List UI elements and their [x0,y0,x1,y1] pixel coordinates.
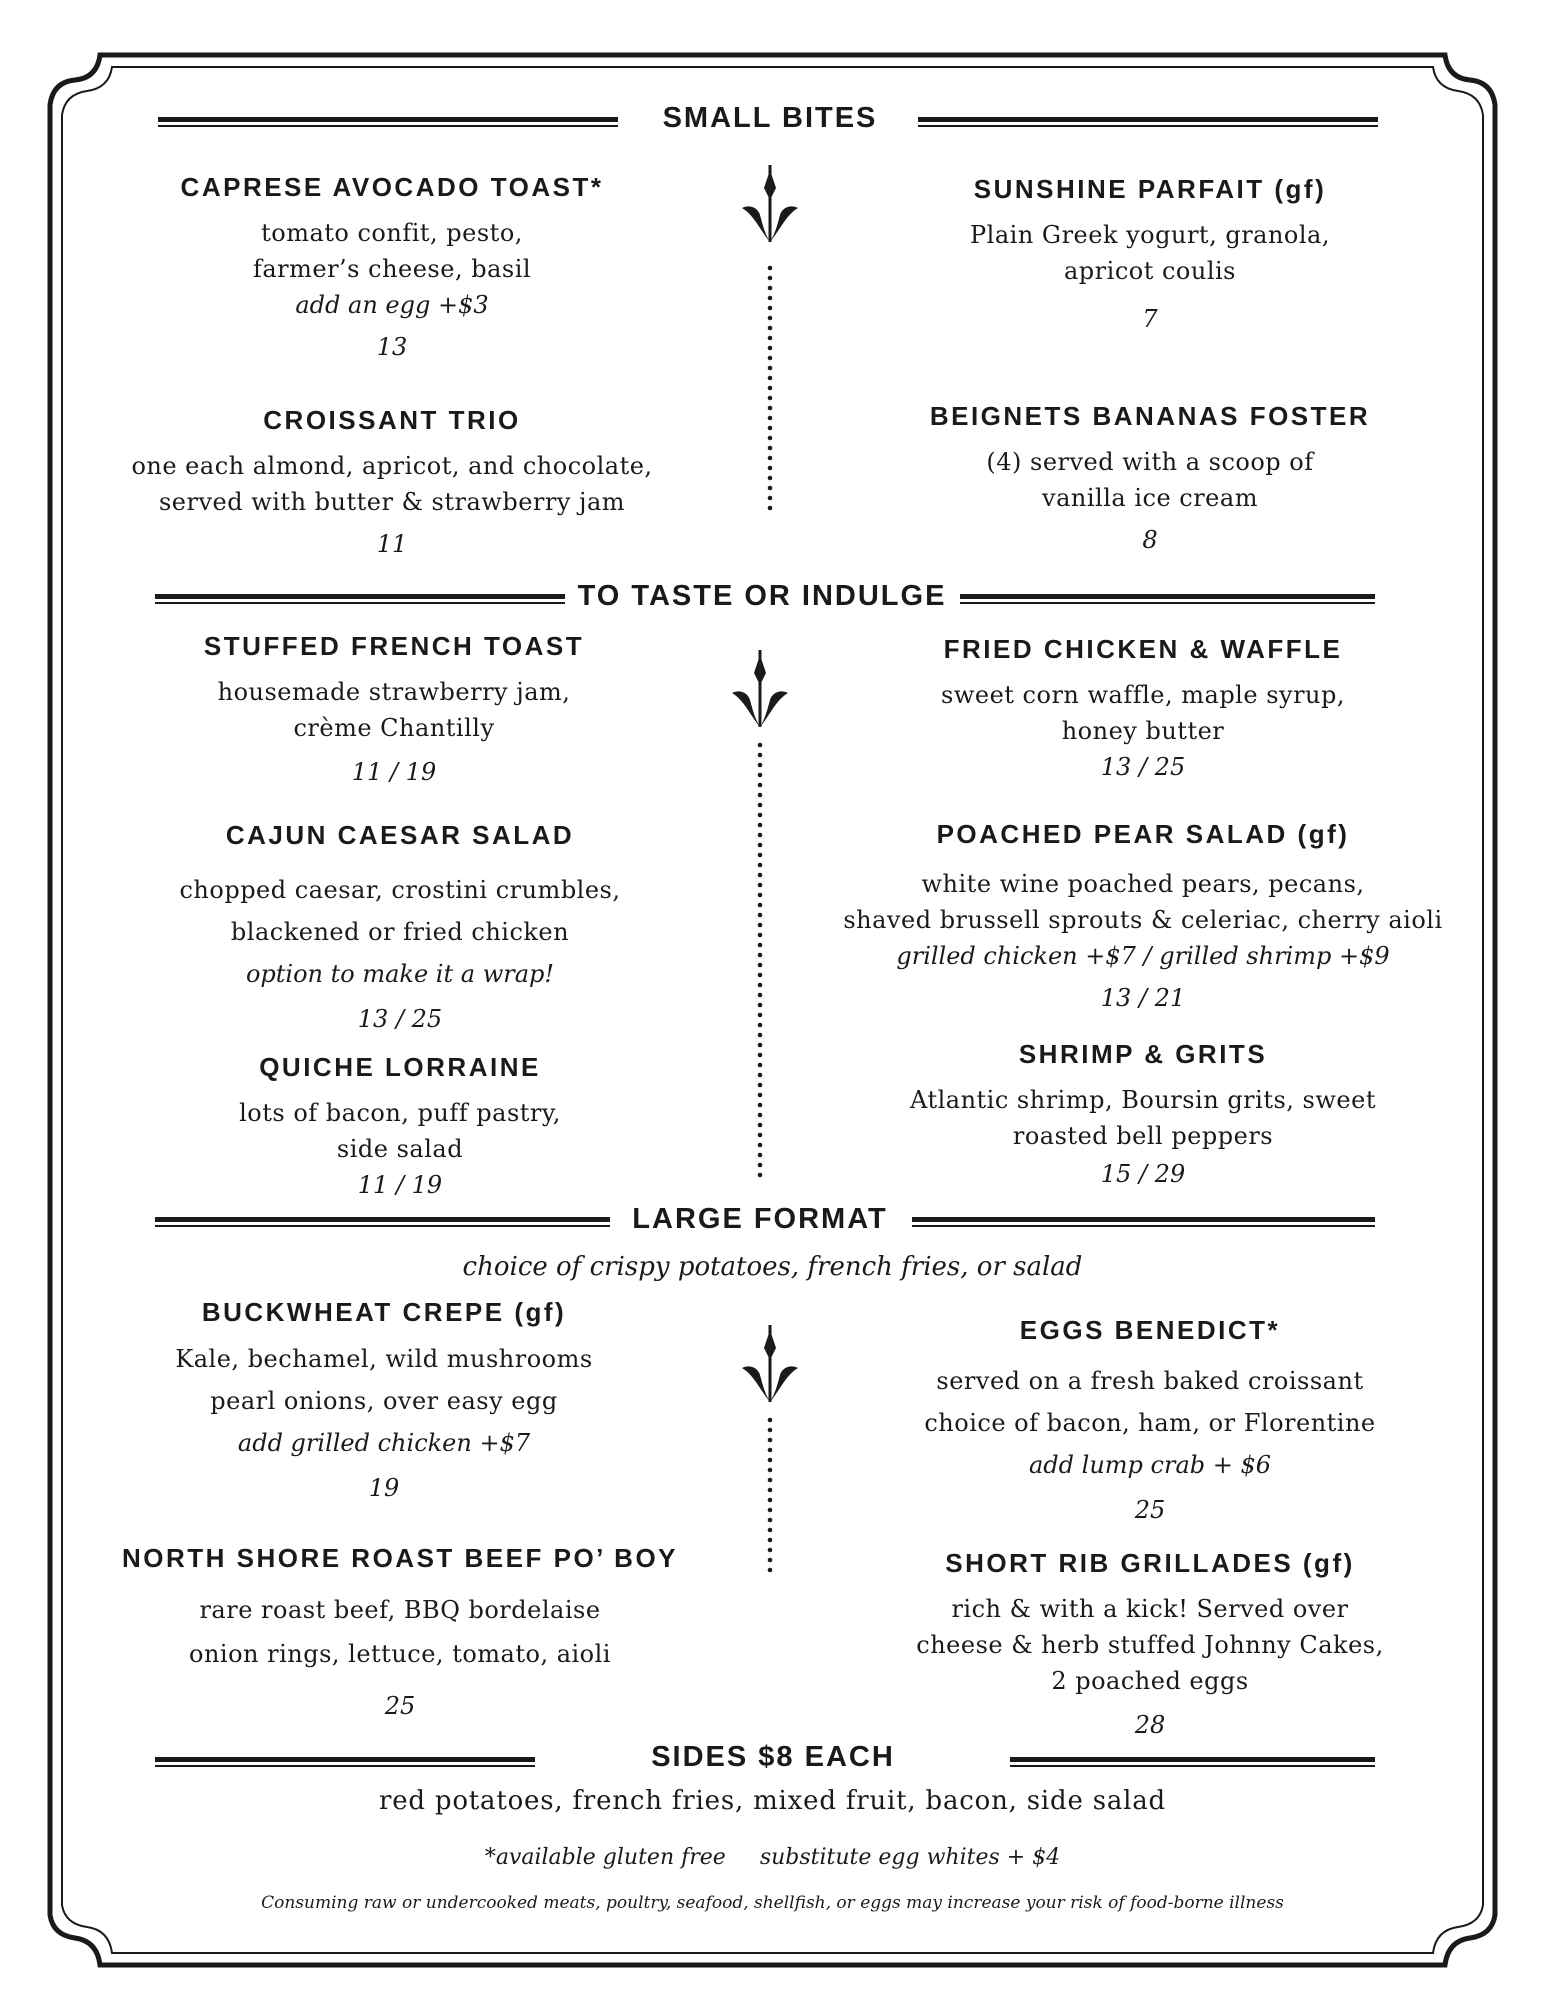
item-note: add an egg +$3 [295,291,489,319]
section-title-taste-or-indulge: TO TASTE OR INDULGE [577,580,947,612]
menu-item-quiche-lorraine [239,1052,561,1199]
dot [758,763,763,768]
item-desc-line: honey butter [1061,717,1225,745]
item-desc-line: rich & with a kick! Served over [951,1595,1349,1623]
item-desc-line: housemade strawberry jam, [217,678,571,706]
dot [758,933,763,938]
item-price: 28 [1134,1711,1166,1739]
item-name: STUFFED FRENCH TOAST [203,631,585,661]
menu-item-sunshine-parfait [970,174,1330,333]
menu-item-caprese-avocado-toast [181,172,604,361]
dot [758,1043,763,1048]
sides-list: red potatoes, french fries, mixed fruit, bacon, side salad [378,1786,1167,1816]
item-desc-line: Plain Greek yogurt, granola, [970,221,1330,249]
item-desc-line: Kale, bechamel, wild mushrooms [175,1345,593,1373]
menu-item-fried-chicken-waffle [941,634,1345,781]
item-desc-line: cheese & herb stuffed Johnny Cakes, [916,1631,1384,1659]
section-title-large-format: LARGE FORMAT [632,1203,888,1235]
item-desc-line: choice of bacon, ham, or Florentine [924,1409,1376,1437]
dot [758,953,763,958]
item-desc-line: (4) served with a scoop of [986,448,1314,476]
dot [768,1488,773,1493]
dot [758,883,763,888]
dot [758,1023,763,1028]
item-desc-line: vanilla ice cream [1042,484,1258,512]
item-desc-line: served with butter & strawberry jam [158,488,626,516]
dot [768,1518,773,1523]
item-name: QUICHE LORRAINE [259,1052,541,1082]
dot [758,1133,763,1138]
item-price: 13 [376,333,408,361]
dot [758,813,763,818]
item-name: POACHED PEAR SALAD (gf) [936,819,1350,849]
item-note: option to make it a wrap! [245,960,555,988]
dot [758,1163,763,1168]
large-format-subtitle: choice of crispy potatoes, french fries, or salad [462,1252,1083,1282]
dot [758,873,763,878]
item-name: EGGS BENEDICT* [1019,1315,1281,1345]
item-name: NORTH SHORE ROAST BEEF PO’ BOY [121,1543,679,1573]
menu-item-cajun-caesar-salad [179,820,620,1033]
dot [758,1153,763,1158]
dot [758,913,763,918]
menu-item-buckwheat-crepe [175,1297,592,1502]
item-desc-line: Atlantic shrimp, Boursin grits, sweet [910,1086,1376,1114]
menu-item-north-shore-po-boy [122,1543,678,1720]
dot [758,1143,763,1148]
fleur-ornament-icon [720,645,800,1190]
dot [758,773,763,778]
dot [758,863,763,868]
fleur-ornament-icon [730,160,810,525]
item-desc-line: blackened or fried chicken [230,918,570,946]
dot [768,1458,773,1463]
menu-item-short-rib-grillades [916,1548,1383,1739]
item-desc-line: rare roast beef, BBQ bordelaise [199,1596,601,1624]
item-desc-line: crème Chantilly [293,714,495,742]
dot [758,1103,763,1108]
section-rule-right [960,594,1375,604]
section-rule-left [155,1757,535,1767]
item-desc-line: onion rings, lettuce, tomato, aioli [189,1640,611,1668]
menu-item-croissant-trio [131,405,652,558]
menu-item-poached-pear-salad [843,819,1442,1012]
dot [758,943,763,948]
item-desc-line: tomato confit, pesto, [261,219,523,247]
dot [768,1468,773,1473]
dot [768,1438,773,1443]
item-desc-line: shaved brussell sprouts & celeriac, cherry aioli [843,906,1443,934]
footer-notes [485,1845,1060,1870]
item-desc-line: 2 poached eggs [1051,1667,1249,1695]
item-name: FRIED CHICKEN & WAFFLE [943,634,1343,664]
item-note: add grilled chicken +$7 [237,1429,531,1457]
dot [758,1003,763,1008]
dot [768,1548,773,1553]
dot [758,1033,763,1038]
dot [768,1448,773,1453]
item-name: BEIGNETS BANANAS FOSTER [929,401,1371,431]
item-price: 11 / 19 [351,758,437,786]
item-desc-line: roasted bell peppers [1012,1122,1274,1150]
item-price: 15 / 29 [1100,1160,1186,1188]
item-desc-line: farmer’s cheese, basil [252,255,532,283]
dot [758,843,763,848]
item-price: 11 / 19 [357,1171,443,1199]
dot [758,1093,763,1098]
item-name: SHORT RIB GRILLADES (gf) [945,1548,1355,1578]
dot [768,1528,773,1533]
item-desc-line: chopped caesar, crostini crumbles, [179,876,621,904]
item-name: SHRIMP & GRITS [1018,1039,1268,1069]
section-rule-left [155,1217,610,1227]
dot [758,983,763,988]
menu-item-shrimp-grits [910,1039,1376,1188]
food-safety-warning: Consuming raw or undercooked meats, poultry, seafood, shellfish, or eggs may increase your risk of food-borne illness [261,1893,1284,1913]
dotted-line [768,266,773,511]
item-price: 11 [376,530,408,558]
dot [768,1508,773,1513]
gluten-free-note: *available gluten free [484,1845,726,1870]
item-price: 8 [1142,526,1158,554]
dotted-line [758,743,763,1178]
item-note: grilled chicken +$7 / grilled shrimp +$9 [896,942,1390,970]
dot [758,1123,763,1128]
dot [758,803,763,808]
item-price: 25 [1134,1496,1166,1524]
dot [758,1013,763,1018]
dot [758,823,763,828]
item-price: 7 [1142,305,1158,333]
item-price: 13 / 25 [1100,753,1186,781]
dot [758,753,763,758]
section-rule-right [912,1217,1375,1227]
item-price: 13 / 25 [357,1005,443,1033]
item-desc-line: white wine poached pears, pecans, [921,870,1365,898]
dot [758,783,763,788]
dot [768,1428,773,1433]
section-rule-left [155,594,565,604]
dot [768,1558,773,1563]
dot [758,903,763,908]
item-price: 25 [384,1692,416,1720]
dot [758,1073,763,1078]
dot [758,893,763,898]
item-desc-line: sweet corn waffle, maple syrup, [941,681,1345,709]
section-rule-right [918,117,1378,127]
section-rule-right [1010,1757,1375,1767]
item-desc-line: apricot coulis [1063,257,1236,285]
item-desc-line: pearl onions, over easy egg [210,1387,558,1415]
dotted-line [768,1418,773,1573]
section-title-small-bites: SMALL BITES [662,102,878,134]
dot [768,1478,773,1483]
dot [758,993,763,998]
dot [758,853,763,858]
item-name: SUNSHINE PARFAIT (gf) [973,174,1327,204]
item-price: 19 [368,1474,400,1502]
dot [758,743,763,748]
dot [758,1053,763,1058]
section-title-sides: SIDES $8 EACH [651,1741,895,1773]
dot [758,1113,763,1118]
dot [758,963,763,968]
item-desc-line: side salad [336,1135,464,1163]
item-desc-line: lots of bacon, puff pastry, [239,1099,561,1127]
item-name: CAJUN CAESAR SALAD [225,820,575,850]
dot [768,1498,773,1503]
item-name: CAPRESE AVOCADO TOAST* [180,172,604,202]
fleur-ornament-icon [730,1320,810,1580]
dot [758,923,763,928]
item-desc-line: served on a fresh baked croissant [936,1367,1364,1395]
dot [758,973,763,978]
item-name: CROISSANT TRIO [263,405,521,435]
item-note: add lump crab + $6 [1028,1451,1272,1479]
dot [758,1083,763,1088]
menu-item-stuffed-french-toast [204,631,584,786]
item-desc-line: one each almond, apricot, and chocolate, [131,452,653,480]
dot [758,793,763,798]
dot [768,1538,773,1543]
section-rule-left [158,117,618,127]
dot [768,1418,773,1423]
dot [758,1173,763,1178]
menu-item-eggs-benedict [924,1315,1375,1524]
item-name: BUCKWHEAT CREPE (gf) [201,1297,567,1327]
dot [768,1568,773,1573]
egg-whites-note: substitute egg whites + $4 [759,1845,1061,1870]
item-price: 13 / 21 [1100,984,1186,1012]
dot [758,833,763,838]
menu-item-beignets-bananas-foster [930,401,1370,554]
dot [758,1063,763,1068]
